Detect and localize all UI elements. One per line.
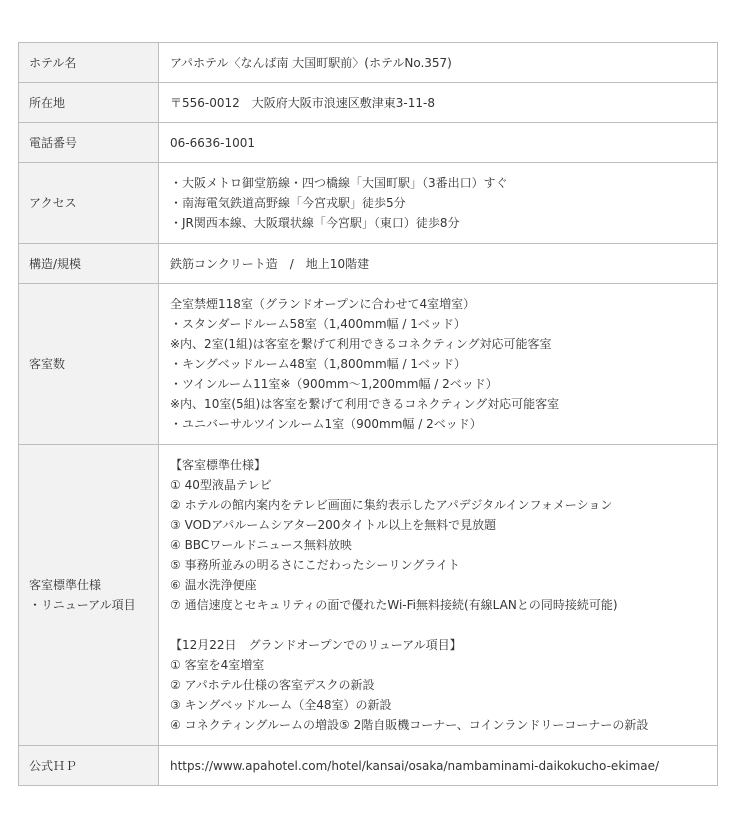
spec-renewal-item: ③ キングベッドルーム（全48室）の新設 [170,698,392,712]
row-phone [19,123,718,163]
value-rooms [159,284,718,445]
spec-standard-item: ⑥ 温水洗浄便座 [170,578,257,592]
label-rooms: 客室数 [19,284,159,445]
rooms-line: ※内、10室(5組)は客室を繋げて利用できるコネクティング対応可能客室 [170,397,560,411]
row-rooms [19,284,718,445]
label-access: アクセス [19,163,159,244]
spec-renewal-item: ② アパホテル仕様の客室デスクの新設 [170,678,375,692]
row-access [19,163,718,244]
value-phone: 06-6636-1001 [159,123,718,163]
value-spec [159,445,718,746]
value-address: 〒556-0012 大阪府大阪市浪速区敷津東3-11-8 [159,83,718,123]
spec-standard-item: ③ VODアパルームシアター200タイトル以上を無料で見放題 [170,518,497,532]
label-spec-line1: 客室標準仕様 [29,578,102,592]
rooms-line: ・ユニバーサルツインルーム1室（900mm幅 / 2ベッド） [170,417,482,431]
spec-standard-item: ⑦ 通信速度とセキュリティの面で優れたWi-Fi無料接続(有線LANとの同時接続可能) [170,598,618,612]
label-hotel-name: ホテル名 [19,43,159,83]
spec-standard-item: ① 40型液晶テレビ [170,478,272,492]
label-phone: 電話番号 [19,123,159,163]
spec-standard-item: ⑤ 事務所並みの明るさにこだわったシーリングライト [170,558,460,572]
rooms-line: ・ツインルーム11室※（900mm～1,200mm幅 / 2ベッド） [170,377,498,391]
rooms-line: ・スタンダードルーム58室（1,400mm幅 / 1ベッド） [170,317,466,331]
row-spec [19,445,718,746]
label-spec [19,445,159,746]
value-website: https://www.apahotel.com/hotel/kansai/osaka/nambaminami-daikokucho-ekimae/ [159,746,718,786]
label-website: 公式ＨＰ [19,746,159,786]
spec-spacer [170,615,717,635]
value-hotel-name: アパホテル〈なんば南 大国町駅前〉(ホテルNo.357) [159,43,718,83]
value-access [159,163,718,244]
rooms-line: 全室禁煙118室（グランドオープンに合わせて4室増室） [170,297,476,311]
value-structure: 鉄筋コンクリート造 / 地上10階建 [159,244,718,284]
spec-standard-item: ② ホテルの館内案内をテレビ画面に集約表示したアパデジタルインフォメーション [170,498,613,512]
spec-standard-heading: 【客室標準仕様】 [170,458,267,472]
label-structure: 構造/規模 [19,244,159,284]
hotel-info-table [18,42,718,786]
label-address: 所在地 [19,83,159,123]
row-address [19,83,718,123]
spec-renewal-item: ① 客室を4室増室 [170,658,265,672]
access-line: ・南海電気鉄道高野線「今宮戎駅」徒歩5分 [170,196,406,210]
spec-standard-item: ④ BBCワールドニュース無料放映 [170,538,352,552]
spec-renewal-heading: 【12月22日 グランドオープンでのリューアル項目】 [170,638,462,652]
label-spec-line2: ・リニューアル項目 [29,598,136,612]
access-line: ・JR関西本線、大阪環状線「今宮駅」（東口）徒歩8分 [170,216,460,230]
rooms-line: ・キングベッドルーム48室（1,800mm幅 / 1ベッド） [170,357,466,371]
access-line: ・大阪メトロ御堂筋線・四つ橋線「大国町駅」（3番出口）すぐ [170,176,508,190]
rooms-line: ※内、2室(1組)は客室を繋げて利用できるコネクティング対応可能客室 [170,337,552,351]
row-structure [19,244,718,284]
spec-renewal-item: ④ コネクティングルームの増設⑤ 2階自販機コーナー、コインランドリーコーナーの新設 [170,718,649,732]
row-hotel-name [19,43,718,83]
row-website [19,746,718,786]
